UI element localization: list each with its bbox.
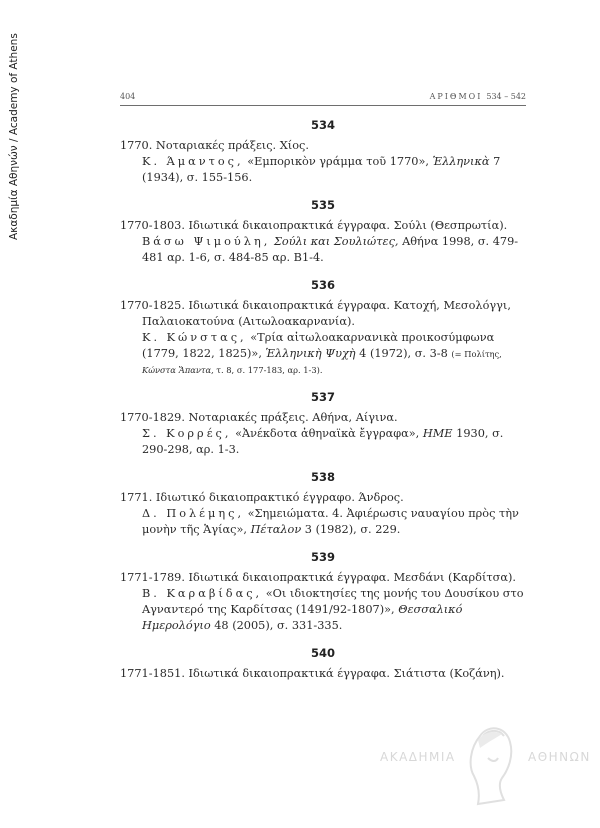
entry-heading: 1770-1829. Νοταριακές πράξεις. Αθήνα, Αίγινα.: [120, 411, 398, 424]
entry-number: 534: [310, 118, 335, 132]
entry-reference: [120, 330, 526, 378]
entry-heading: 1771-1789. Ιδιωτικά δικαιοπρακτικά έγγραφα. Μεσδάνι (Καρδίτσα).: [120, 571, 516, 584]
entry-number: 535: [310, 198, 335, 212]
ref-title: «Τρία αἰτωλοακαρνανικὰ προικοσύμφωνα (1779, 1822, 1825)»,: [142, 331, 495, 360]
ref-author: Βάσω Ψιμούλη,: [142, 235, 271, 248]
ref-note-start: (= Πολίτης,: [451, 349, 502, 359]
entry-number: 537: [310, 390, 335, 404]
ref-author: Σ. Κορρές,: [142, 427, 232, 440]
ref-journal: Πέταλον: [250, 523, 302, 536]
ref-details: 7 (1934), σ. 155-156.: [142, 155, 501, 184]
academy-stamp-text: Ακαδημία Αθηνών / Academy of Athens: [8, 33, 20, 240]
entry-536: [120, 278, 526, 378]
ref-note-italic: Κώνστα Ἅπαντα,: [142, 365, 214, 375]
ref-title: «Οι ιδιοκτησίες της μονής του Δουσίκου στο Αγναντερό της Καρδίτσας (1491/92-1807)»,: [142, 587, 524, 616]
entry-539: [120, 550, 526, 634]
entry-535: [120, 198, 526, 266]
ref-details: 3 (1982), σ. 229.: [304, 523, 401, 536]
ref-author: Β. Καραβίδας,: [142, 587, 263, 600]
ref-journal: Ἑλληνικὰ: [432, 155, 490, 168]
watermark-text-left: ΑΚΑΔΗΜΙΑ: [380, 750, 456, 764]
entry-number: 540: [310, 646, 335, 660]
running-title: [430, 92, 526, 101]
entry-538: [120, 470, 526, 538]
ref-title: «Σημειώματα. 4. Ἀφιέρωσις ναυαγίου πρὸς τὴν μονὴν τῆς Ἁγίας»,: [142, 507, 519, 536]
ref-author: Κ. Άμαντος,: [142, 155, 244, 168]
ref-details: 1930, σ. 290-298, αρ. 1-3.: [142, 427, 504, 456]
ref-note-end: τ. 8, σ. 177-183, αρ. 1-3).: [216, 365, 323, 375]
entry-heading: 1770. Νοταριακές πράξεις. Χίος.: [120, 139, 309, 152]
entry-reference: [120, 506, 526, 538]
ref-details: 48 (2005), σ. 331-335.: [214, 619, 343, 632]
page-number: 404: [120, 92, 136, 101]
academy-watermark: [380, 718, 590, 818]
running-range: 534 – 542: [486, 92, 526, 101]
entry-537: [120, 390, 526, 458]
ref-journal: ΗΜΕ: [422, 427, 453, 440]
athena-head-icon: [458, 718, 522, 814]
ref-author: Δ. Πολέμης,: [142, 507, 245, 520]
entry-reference: [120, 426, 526, 458]
entry-number: 538: [310, 470, 335, 484]
running-title-text: ΑΡΙΘΜΟΙ: [429, 92, 483, 101]
ref-journal: Ἑλληνικὴ Ψυχὴ: [265, 347, 356, 360]
entry-reference: [120, 154, 526, 186]
running-head: [120, 92, 526, 106]
entry-heading: 1771-1851. Ιδιωτικά δικαιοπρακτικά έγγραφα. Σιάτιστα (Κοζάνη).: [120, 667, 505, 680]
entry-heading: 1770-1825. Ιδιωτικά δικαιοπρακτικά έγγραφα. Κατοχή, Μεσολόγγι, Παλαιοκατούνα (Αιτωλοακαρνανία).: [120, 299, 511, 328]
academy-side-stamp: [6, 33, 28, 240]
ref-details: 4 (1972), σ. 3-8: [359, 347, 448, 360]
ref-title: «Εμπορικὸν γράμμα τοῦ 1770»,: [247, 155, 429, 168]
ref-details: Αθήνα 1998, σ. 479-481 αρ. 1-6, σ. 484-85 αρ. Β1-4.: [142, 235, 519, 264]
entry-540: [120, 646, 526, 682]
ref-journal: Θεσσαλικό Ημερολόγιο: [142, 603, 463, 632]
entry-heading: 1770-1803. Ιδιωτικά δικαιοπρακτικά έγγραφα. Σούλι (Θεσπρωτία).: [120, 219, 508, 232]
entry-reference: [120, 586, 526, 634]
entry-number: 539: [310, 550, 335, 564]
entry-reference: [120, 234, 526, 266]
ref-title: Σούλι και Σουλιώτες,: [273, 235, 399, 248]
document-page: [120, 92, 526, 682]
entry-heading: 1771. Ιδιωτικό δικαιοπρακτικό έγγραφο. Άνδρος.: [120, 491, 404, 504]
ref-title: «Ἀνέκδοτα ἀθηναϊκὰ ἔγγραφα»,: [235, 427, 420, 440]
entry-534: [120, 118, 526, 186]
entry-number: 536: [310, 278, 335, 292]
ref-author: Κ. Κώνστας,: [142, 331, 247, 344]
watermark-text-right: ΑΘΗΝΩΝ: [528, 750, 591, 764]
